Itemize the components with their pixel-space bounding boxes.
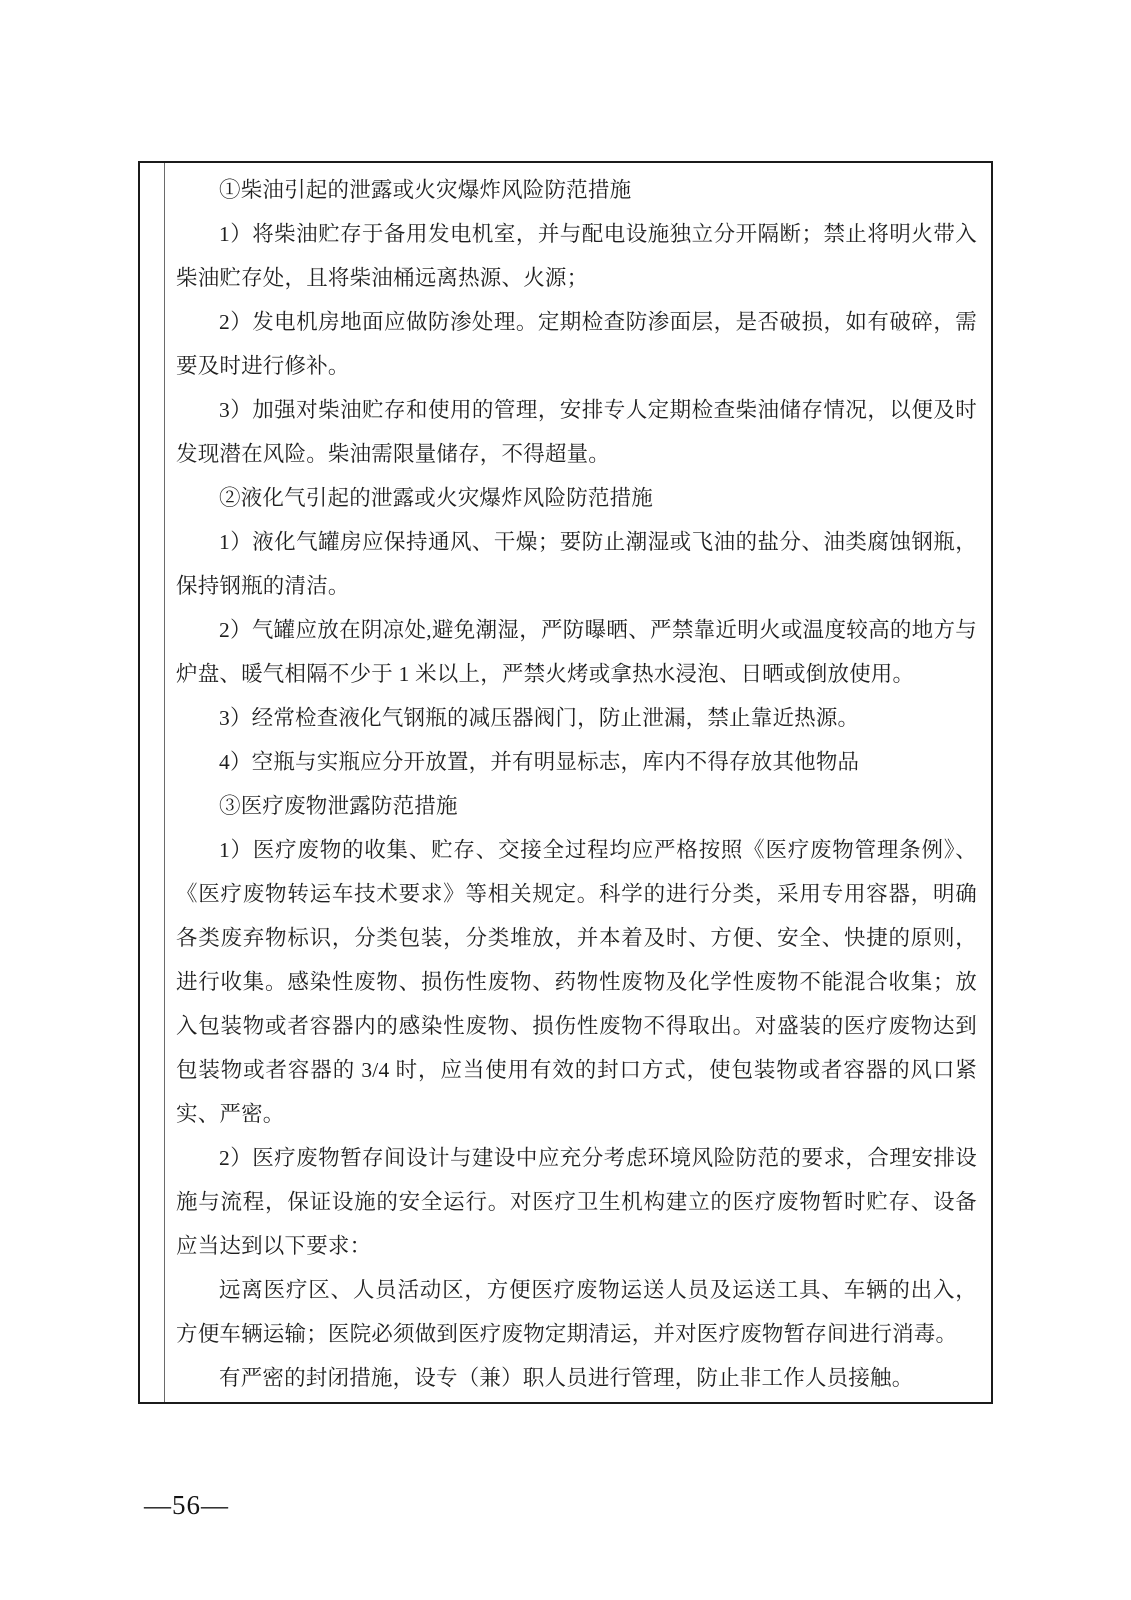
- paragraph: 2）医疗废物暂存间设计与建设中应充分考虑环境风险防范的要求，合理安排设施与流程，保证设施的安全运行。对医疗卫生机构建立的医疗废物暂时贮存、设备应当达到以下要求：: [176, 1146, 977, 1258]
- paragraph: 2）发电机房地面应做防渗处理。定期检查防渗面层，是否破损，如有破碎，需要及时进行修补。: [176, 310, 977, 378]
- section-heading-lpg: ②液化气引起的泄露或火灾爆炸风险防范措施: [219, 486, 654, 510]
- section-heading-medical-waste: ③医疗废物泄露防范措施: [219, 794, 458, 818]
- paragraph: 远离医疗区、人员活动区，方便医疗废物运送人员及运送工具、车辆的出入，方便车辆运输；医院必须做到医疗废物定期清运，并对医疗废物暂存间进行消毒。: [176, 1278, 977, 1346]
- section-heading-diesel: ①柴油引起的泄露或火灾爆炸风险防范措施: [219, 178, 632, 202]
- paragraph: 有严密的封闭措施，设专（兼）职人员进行管理，防止非工作人员接触。: [219, 1366, 914, 1390]
- paragraph: 2）气罐应放在阴凉处,避免潮湿，严防曝晒、严禁靠近明火或温度较高的地方与炉盘、暖气相隔不少于 1 米以上，严禁火烤或拿热水浸泡、日晒或倒放使用。: [176, 618, 977, 686]
- paragraph: 1）医疗废物的收集、贮存、交接全过程均应严格按照《医疗废物管理条例》、《医疗废物转运车技术要求》等相关规定。科学的进行分类，采用专用容器，明确各类废弃物标识，分类包装，分类堆放，并本着及时、方便、安全、快捷的原则，进行收集。感染性废物、损伤性废物、药物性废物及化学性废物不能混合收集；放入包装物或者容器内的感染性废物、损伤性废物不得取出。对盛装的医疗废物达到包装物或者容器的 3/4 时，应当使用有效的封口方式，使包装物或者容器的风口紧实、严密。: [176, 838, 977, 1126]
- page-number: —56—: [144, 1490, 229, 1520]
- table-cell-content: [165, 163, 991, 1402]
- paragraph: 1）液化气罐房应保持通风、干燥；要防止潮湿或飞油的盐分、油类腐蚀钢瓶，保持钢瓶的清洁。: [176, 530, 977, 598]
- paragraph: 1）将柴油贮存于备用发电机室，并与配电设施独立分开隔断；禁止将明火带入柴油贮存处，且将柴油桶远离热源、火源；: [176, 222, 977, 290]
- paragraph: 3）经常检查液化气钢瓶的减压器阀门，防止泄漏，禁止靠近热源。: [219, 706, 860, 730]
- paragraph: 3）加强对柴油贮存和使用的管理，安排专人定期检查柴油储存情况，以便及时发现潜在风险。柴油需限量储存，不得超量。: [176, 398, 977, 466]
- paragraph: 4）空瓶与实瓶应分开放置，并有明显标志，库内不得存放其他物品: [219, 750, 860, 774]
- document-table-border: [138, 161, 993, 1404]
